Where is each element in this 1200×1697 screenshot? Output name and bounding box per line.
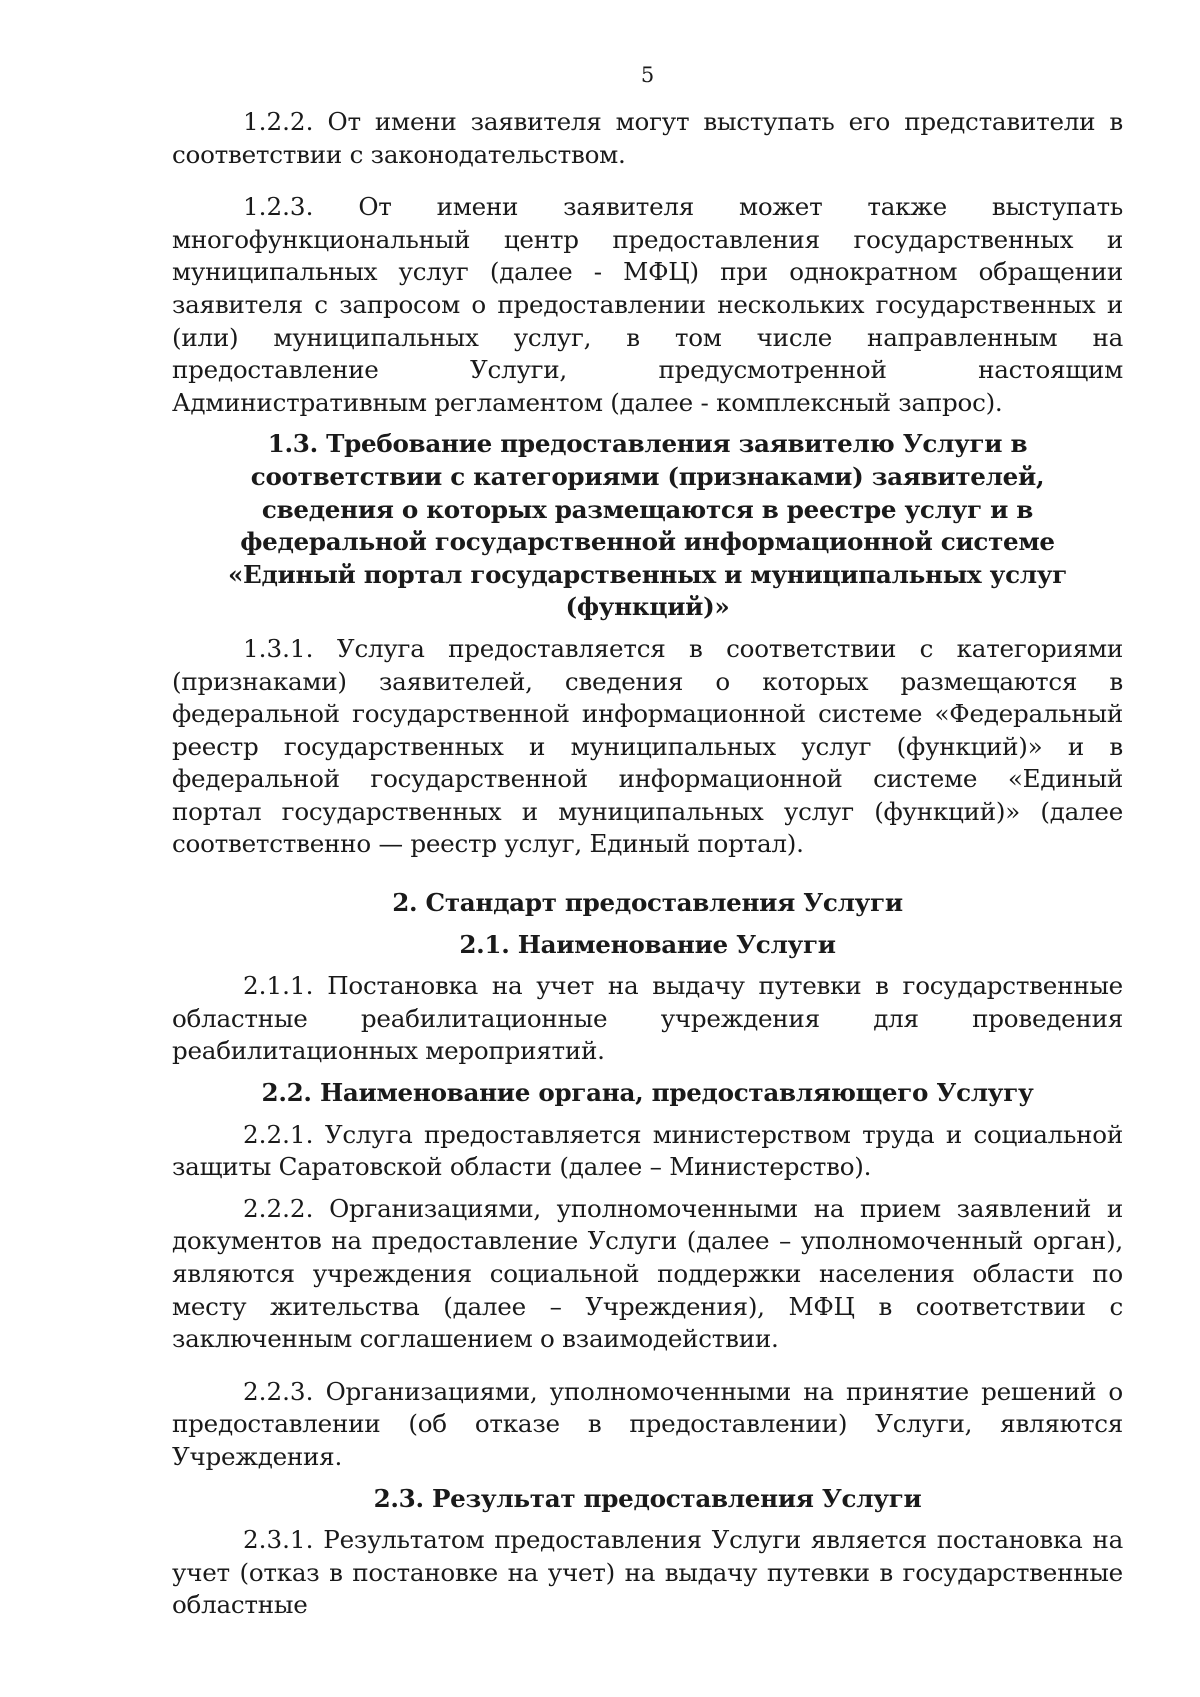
heading-2-3: 2.3. Результат предоставления Услуги bbox=[373, 1483, 922, 1513]
paragraph-1-2-2 bbox=[172, 106, 1123, 171]
clause-number: 2.2.1. bbox=[243, 1119, 314, 1149]
paragraph-2-2-2 bbox=[172, 1193, 1123, 1356]
paragraph-text: От имени заявителя могут выступать его представители в соответствии с законодательством. bbox=[172, 107, 1123, 169]
clause-number: 2.3.1. bbox=[243, 1525, 314, 1555]
spacer bbox=[172, 920, 1123, 929]
paragraph-1-2-3 bbox=[172, 191, 1123, 419]
heading-2-2: 2.2. Наименование органа, предоставляющего Услугу bbox=[261, 1078, 1034, 1108]
heading-2-1: 2.1. Наименование Услуги bbox=[459, 929, 836, 959]
paragraph-text: Организациями, уполномоченными на прием заявлений и документов на предоставление Услуги (далее – уполномоченный орган), являются учреждения социальной поддержки населения области по месту жительства (далее – Учреждения), МФЦ в соответствии с заключенным соглашением о взаимодействии. bbox=[172, 1193, 1123, 1354]
spacer bbox=[172, 1356, 1123, 1376]
paragraph-text: Услуга предоставляется в соответствии с категориями (признаками) заявителей, сведения о которых размещаются в федеральной государственной информационной системе «Федеральный реестр государственных и муниципальных услуг (функций)» и в федеральной государственной информационной системе «Единый портал государственных и муниципальных услуг (функций)» (далее соответственно — реестр услуг, Единый портал). bbox=[172, 633, 1123, 859]
spacer bbox=[172, 1474, 1123, 1483]
heading-1-3: 1.3. Требование предоставления заявителю Услуги в соответствии с категориями (признаками) заявителей, сведения о которых размещаются в реестре услуг и в федеральной государственной информационной системе «Единый портал государственных и муниципальных услуг (функций)» bbox=[227, 429, 1068, 622]
spacer bbox=[172, 861, 1123, 887]
heading-2: 2. Стандарт предоставления Услуги bbox=[392, 888, 903, 918]
paragraph-2-1-1 bbox=[172, 970, 1123, 1068]
paragraph-text: Постановка на учет на выдачу путевки в государственные областные реабилитационные учреждения для проведения реабилитационных мероприятий. bbox=[172, 971, 1123, 1066]
spacer bbox=[172, 624, 1123, 633]
paragraph-text: От имени заявителя может также выступать многофункциональный центр предоставления государственных и муниципальных услуг (далее - МФЦ) при однократном обращении заявителя с запросом о предоставлении нескольких государственных и (или) муниципальных услуг, в том числе направленным на предоставление Услуги, предусмотренной настоящим Административным регламентом (далее - комплексный запрос). bbox=[172, 192, 1123, 417]
spacer bbox=[172, 1068, 1123, 1077]
clause-number: 2.2.3. bbox=[243, 1376, 314, 1406]
paragraph-text: Результатом предоставления Услуги является постановка на учет (отказ в постановке на учет) на выдачу путевки в государственные областные bbox=[172, 1525, 1123, 1620]
paragraph-2-2-1 bbox=[172, 1119, 1123, 1184]
spacer bbox=[172, 171, 1123, 191]
spacer bbox=[172, 961, 1123, 970]
clause-number: 1.2.3. bbox=[243, 192, 314, 222]
paragraph-text: Организациями, уполномоченными на принятие решений о предоставлении (об отказе в предоставлении) Услуги, являются Учреждения. bbox=[172, 1376, 1123, 1471]
paragraph-text: Услуга предоставляется министерством труда и социальной защиты Саратовской области (далее – Министерство). bbox=[172, 1119, 1123, 1182]
clause-number: 2.2.2. bbox=[243, 1193, 314, 1223]
paragraph-1-3-1 bbox=[172, 633, 1123, 861]
spacer bbox=[172, 1110, 1123, 1119]
clause-number: 1.3.1. bbox=[243, 633, 314, 663]
clause-number: 2.1.1. bbox=[243, 971, 314, 1001]
spacer bbox=[172, 419, 1123, 428]
clause-number: 1.2.2. bbox=[243, 107, 314, 136]
paragraph-2-2-3 bbox=[172, 1376, 1123, 1474]
page-number: 5 bbox=[640, 63, 655, 87]
paragraph-2-3-1 bbox=[172, 1524, 1123, 1622]
spacer bbox=[172, 1184, 1123, 1193]
document-page bbox=[172, 62, 1123, 1622]
spacer bbox=[172, 1515, 1123, 1524]
